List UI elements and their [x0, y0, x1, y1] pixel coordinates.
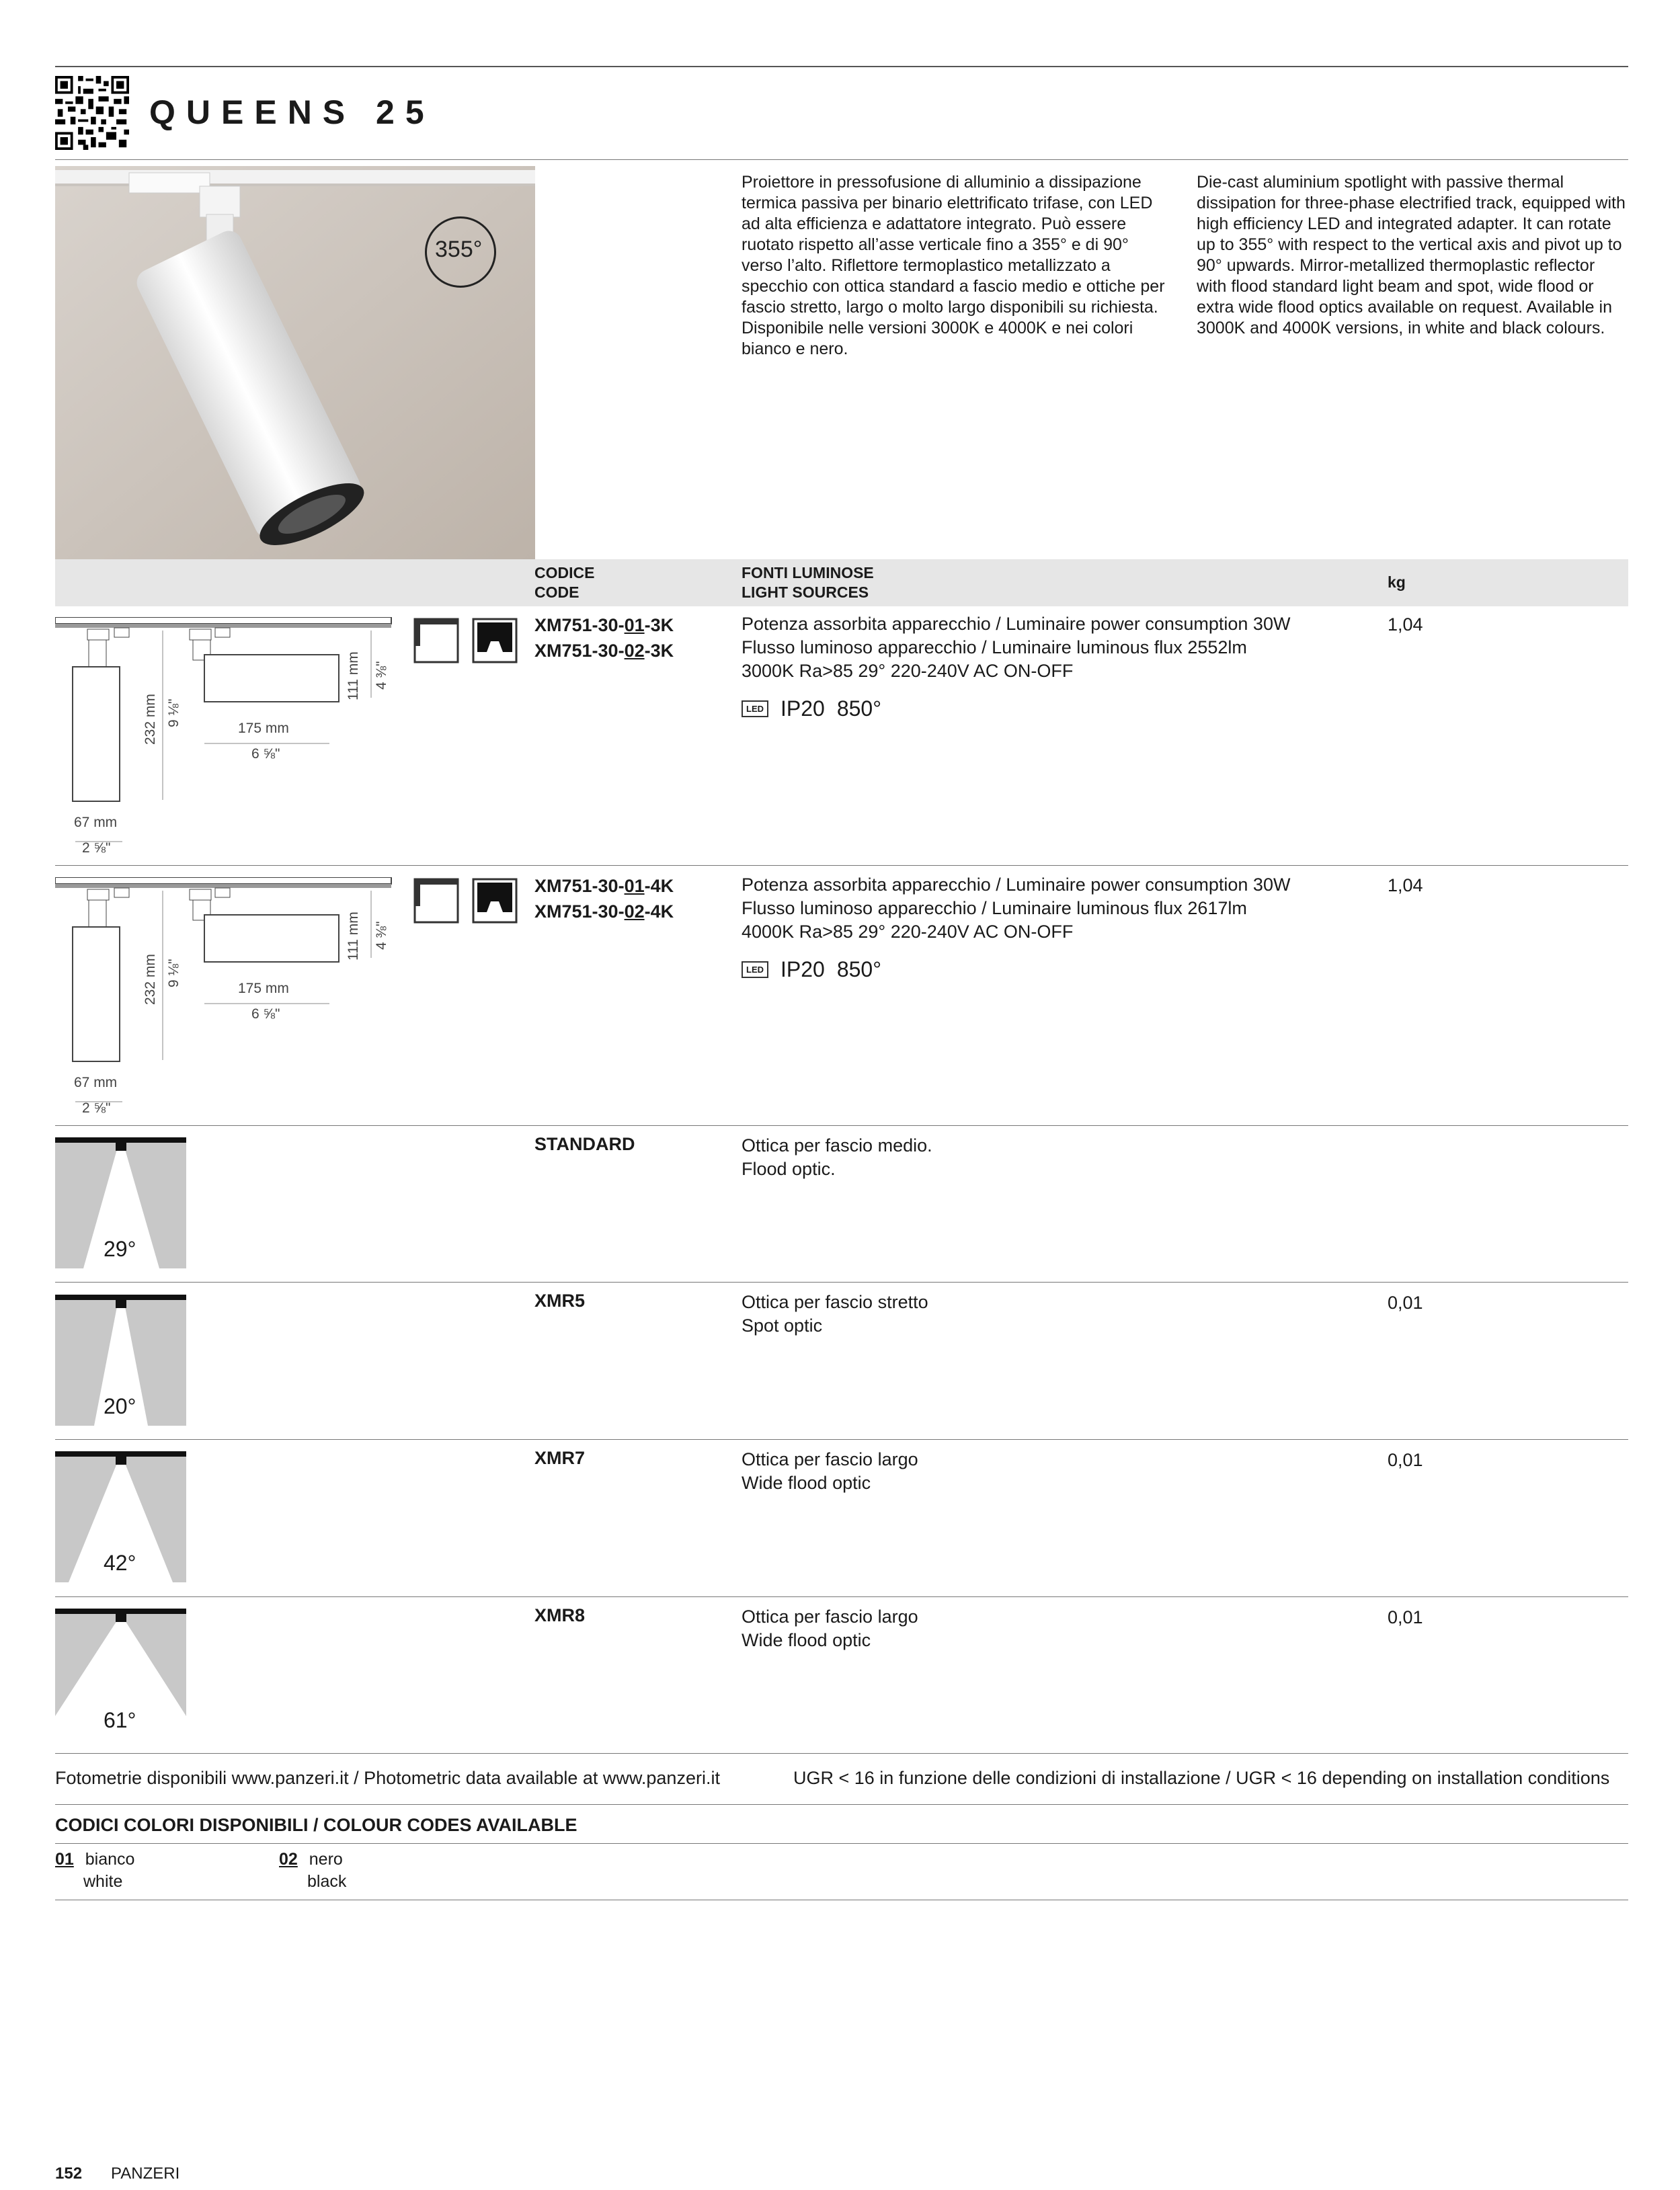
notes-rule	[55, 1804, 1628, 1805]
color-codes-rule	[55, 1843, 1628, 1844]
ugr-note: UGR < 16 in funzione delle condizioni di installazione / UGR < 16 depending on installation conditions	[793, 1768, 1610, 1788]
body-mm-label: 111 mm	[346, 911, 361, 961]
beam-angle: 42°	[104, 1551, 136, 1575]
color-name-en: white	[83, 1872, 123, 1891]
glow-wire-temp: 850°	[836, 696, 882, 721]
color-code-item	[55, 1849, 134, 1893]
length-mm-label: 175 mm	[238, 721, 289, 736]
mounting-icons	[413, 617, 520, 664]
color-code: 01	[55, 1850, 74, 1869]
optic-weight: 0,01	[1388, 1607, 1423, 1627]
top-rule	[55, 66, 1628, 67]
product-badges-1	[742, 696, 881, 721]
width-in-label: 2 ⅝"	[82, 840, 111, 856]
beam-diagram	[55, 1295, 186, 1426]
dimension-drawing	[55, 617, 398, 862]
beam-angle: 61°	[104, 1708, 136, 1732]
row-rule	[55, 1596, 1628, 1597]
height-in-label: 9 ⅛"	[166, 959, 182, 987]
beam-angle: 29°	[104, 1237, 136, 1261]
color-code: 02	[279, 1850, 298, 1869]
height-in-label: 9 ⅛"	[166, 698, 182, 727]
optic-name: XMR5	[534, 1291, 586, 1311]
photometric-note: Fotometrie disponibili www.panzeri.it / Photometric data available at www.panzeri.it	[55, 1768, 720, 1788]
product-badges-2	[742, 957, 881, 982]
height-mm-label: 232 mm	[143, 954, 158, 1005]
product-photo	[55, 166, 535, 559]
product-code-1b: XM751-30-02-3K	[534, 641, 674, 661]
product-weight-1: 1,04	[1388, 614, 1423, 635]
color-name-it: bianco	[85, 1850, 135, 1869]
page-number: 152	[55, 2164, 83, 2183]
mounting-icons	[413, 877, 520, 924]
rotation-label: 355°	[435, 237, 483, 262]
header-rule	[55, 159, 1628, 160]
width-mm-label: 67 mm	[74, 815, 118, 830]
brand-name: PANZERI	[111, 2164, 180, 2183]
row-rule	[55, 1753, 1628, 1754]
optic-description: Ottica per fascio largo Wide flood optic	[742, 1449, 918, 1493]
dimension-drawing	[55, 877, 398, 1123]
product-code-2b: XM751-30-02-4K	[534, 901, 674, 922]
length-in-label: 6 ⅝"	[251, 1006, 280, 1022]
product-weight-2: 1,04	[1388, 875, 1423, 895]
row-rule	[55, 865, 1628, 866]
color-code-item	[279, 1849, 346, 1893]
description-en: Die-cast aluminium spotlight with passive thermal dissipation for three-phase electrified track, equipped with high efficiency LED and integrated adapter. It can rotate up to 355° with respect to the vertical axis and pivot up to 90° upwards. Mirror-metallized thermoplastic reflector with flood standard light beam and spot, wide flood or extra wide flood optics available on request. Available in 3000K and 4000K versions, in white and black colours.	[1197, 173, 1626, 337]
product-code-2a: XM751-30-01-4K	[534, 876, 674, 896]
header-light-sources: FONTI LUMINOSE LIGHT SOURCES	[742, 564, 874, 601]
length-in-label: 6 ⅝"	[251, 746, 280, 762]
product-specs-2: Potenza assorbita apparecchio / Luminaire power consumption 30W Flusso luminoso apparecchio / Luminaire luminous flux 2617lm 4000K Ra>85 29° 220-240V AC ON-OFF	[742, 875, 1291, 942]
row-rule	[55, 1125, 1628, 1126]
description-it: Proiettore in pressofusione di alluminio a dissipazione termica passiva per binario elettrificato trifase, con LED ad alta efficienza e adattatore integrato. Può essere ruotato rispetto all’asse verticale fino a 355° e di 90° verso l’alto. Riflettore termoplastico metallizzato a specchio con ottica standard a fascio medio e ottiche per fascio stretto, largo o molto largo disponibili su richiesta. Disponibile nelle versioni 3000K e 4000K e nei colori bianco e nero.	[742, 173, 1165, 358]
product-specs-1: Potenza assorbita apparecchio / Luminaire power consumption 30W Flusso luminoso apparecchio / Luminaire luminous flux 2552lm 3000K Ra>85 29° 220-240V AC ON-OFF	[742, 614, 1291, 681]
body-in-label: 4 ⅜"	[374, 661, 389, 690]
ip-rating: IP20	[781, 957, 825, 981]
optic-description: Ottica per fascio largo Wide flood optic	[742, 1607, 918, 1650]
qr-code-icon	[55, 76, 129, 150]
color-name-en: black	[307, 1872, 347, 1891]
ip-rating: IP20	[781, 696, 825, 721]
product-code-1a: XM751-30-01-3K	[534, 615, 674, 635]
optic-name: XMR8	[534, 1605, 586, 1625]
body-mm-label: 111 mm	[346, 651, 361, 700]
optic-description: Ottica per fascio stretto Spot optic	[742, 1292, 928, 1336]
color-codes-title: CODICI COLORI DISPONIBILI / COLOUR CODES AVAILABLE	[55, 1815, 577, 1835]
optic-name: STANDARD	[534, 1134, 635, 1154]
led-icon: LED	[742, 700, 768, 717]
width-in-label: 2 ⅝"	[82, 1100, 111, 1116]
header-code: CODICE CODE	[534, 564, 595, 601]
body-in-label: 4 ⅜"	[374, 921, 389, 950]
row-rule	[55, 1439, 1628, 1440]
beam-angle: 20°	[104, 1394, 136, 1418]
optic-description: Ottica per fascio medio. Flood optic.	[742, 1135, 932, 1179]
height-mm-label: 232 mm	[143, 694, 158, 745]
optic-weight: 0,01	[1388, 1293, 1423, 1313]
length-mm-label: 175 mm	[238, 981, 289, 996]
optic-name: XMR7	[534, 1448, 586, 1468]
beam-diagram	[55, 1137, 186, 1268]
optic-weight: 0,01	[1388, 1450, 1423, 1470]
glow-wire-temp: 850°	[836, 957, 882, 981]
width-mm-label: 67 mm	[74, 1075, 118, 1090]
beam-diagram	[55, 1609, 186, 1740]
led-icon: LED	[742, 961, 768, 978]
page-title: QUEENS 25	[149, 93, 435, 131]
color-name-it: nero	[309, 1850, 343, 1869]
beam-diagram	[55, 1451, 186, 1582]
header-weight: kg	[1388, 573, 1406, 591]
row-rule	[55, 1282, 1628, 1283]
